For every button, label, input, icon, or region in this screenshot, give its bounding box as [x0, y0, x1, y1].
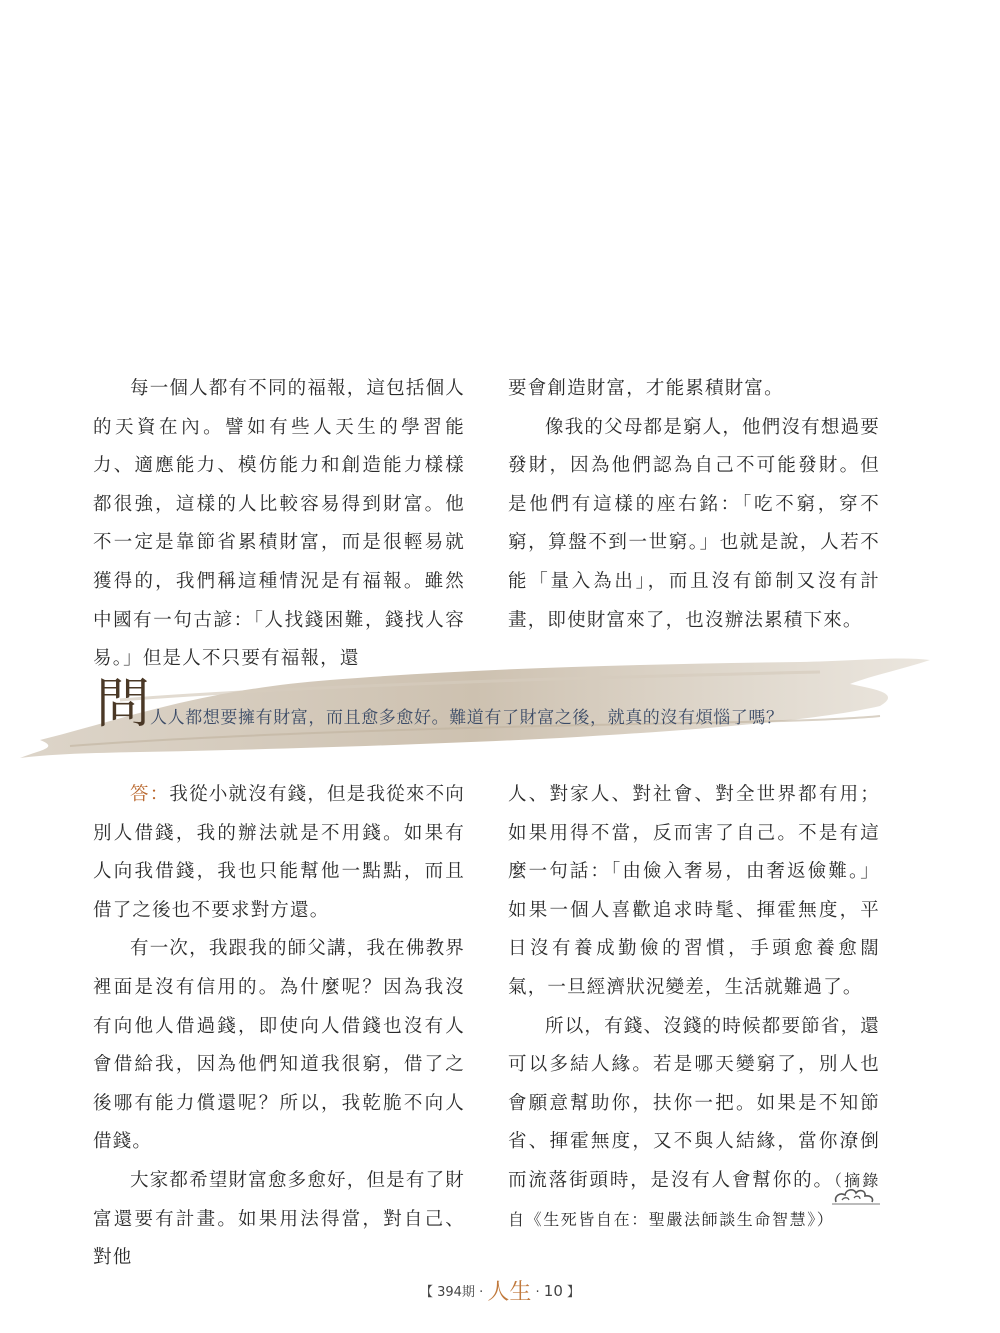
page-footer	[0, 1275, 1000, 1306]
top-left-column	[93, 370, 465, 679]
page-number: 10	[543, 1282, 563, 1300]
bottom-right-column	[508, 776, 880, 1239]
paragraph	[508, 1008, 880, 1240]
paragraph: 要會創造財富，才能累積財富。	[508, 378, 784, 399]
footer-separator: ·	[479, 1285, 484, 1300]
footer-separator: ·	[535, 1285, 540, 1300]
issue-number: 394期	[437, 1285, 475, 1300]
footer-bracket-open: 【	[419, 1285, 433, 1300]
footer-bracket-close: 】	[567, 1285, 581, 1300]
answer-paragraph	[93, 776, 465, 930]
paragraph: 人、對家人、對社會、對全世界都有用；如果用得不當，反而害了自己。不是有這麼一句話：「由儉入奢易，由奢返儉難。」如果一個人喜歡追求時髦、揮霍無度，平日沒有養成勤儉的習慣，手頭愈養愈闊氣，一旦經濟狀況變差，生活就難過了。	[508, 784, 880, 998]
paragraph: 有一次，我跟我的師父講，我在佛教界裡面是沒有信用的。為什麼呢？因為我沒有向他人借過錢，即使向人借錢也沒有人會借給我，因為他們知道我很窮，借了之後哪有能力償還呢？所以，我乾脆不向人借錢。	[93, 938, 465, 1153]
paragraph-text: 所以，有錢、沒錢的時候都要節省，還可以多結人緣。若是哪天變窮了，別人也會願意幫助你，扶你一把。如果是不知節省、揮霍無度，又不與人結緣，當你潦倒而流落街頭時，是沒有人會幫你的。	[508, 1015, 880, 1191]
question-mark-character: 問	[96, 672, 150, 735]
magazine-logo: 人生	[487, 1280, 532, 1305]
answer-mark: 答：	[130, 784, 170, 805]
top-right-column	[508, 370, 880, 640]
paragraph: 每一個人都有不同的福報，這包括個人的天資在內。譬如有些人天生的學習能力、適應能力、模仿能力和創造能力樣樣都很強，這樣的人比較容易得到財富。他不一定是靠節省累積財富，而是很輕易就獲得的，我們稱這種情況是有福報。雖然中國有一句古諺：「人找錢困難，錢找人容易。」但是人不只要有福報，還	[93, 378, 465, 670]
answer-text: 我從小就沒有錢，但是我從來不向別人借錢，我的辦法就是不用錢。如果有人向我借錢，我也只能幫他一點點，而且借了之後也不要求對方還。	[93, 784, 465, 921]
cloud-ornament-icon	[832, 1184, 882, 1210]
paragraph: 像我的父母都是窮人，他們沒有想過要發財，因為他們認為自己不可能發財。但是他們有這樣的座右銘：「吃不窮，穿不窮，算盤不到一世窮。」也就是說，人若不能「量入為出」，而且沒有節制又沒有計畫，即使財富來了，也沒辦法累積下來。	[508, 416, 880, 631]
question-text: 人人都想要擁有財富，而且愈多愈好。難道有了財富之後，就真的沒有煩惱了嗎？	[150, 708, 784, 728]
paragraph: 大家都希望財富愈多愈好，但是有了財富還要有計畫。如果用法得當，對自己、對他	[93, 1169, 465, 1269]
bottom-left-column	[93, 776, 465, 1278]
citation: （摘錄自《生死皆自在：聖嚴法師談生命智慧》）	[508, 1170, 880, 1229]
